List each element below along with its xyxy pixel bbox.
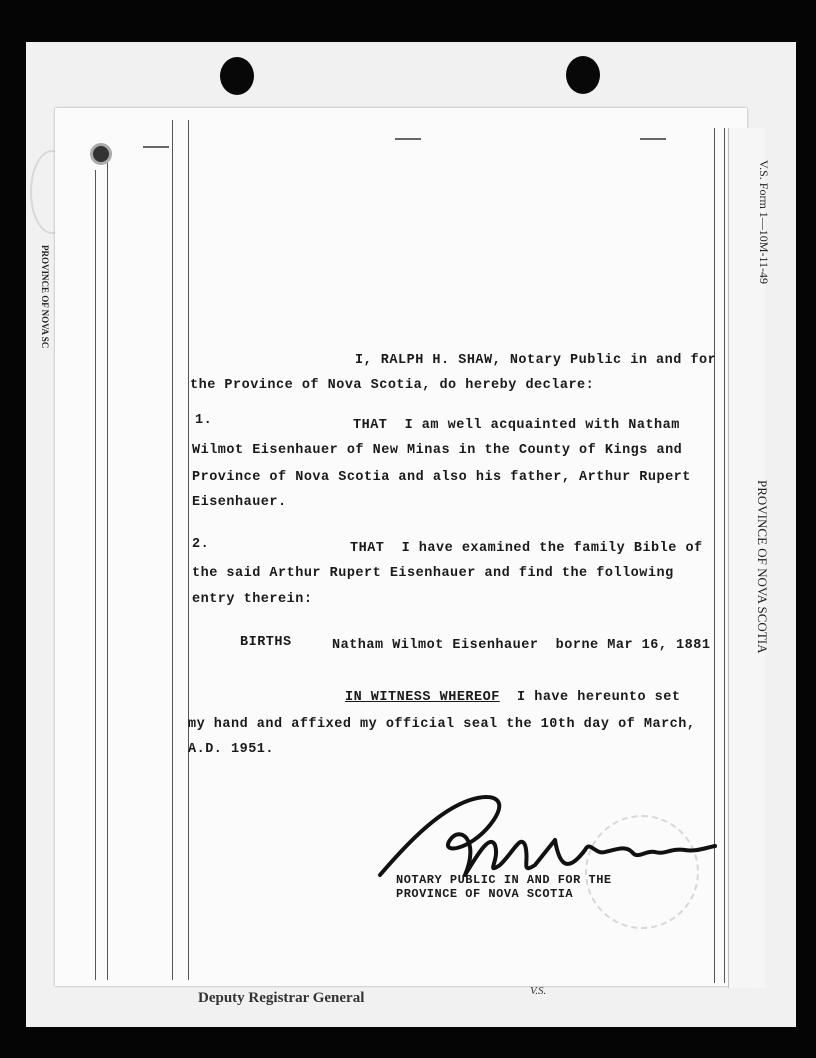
staple	[640, 138, 666, 140]
margin-rule	[724, 128, 725, 983]
staple	[395, 138, 421, 140]
item-text: Province of Nova Scotia and also his father, Arthur Rupert	[192, 470, 691, 485]
intro-line: the Province of Nova Scotia, do hereby declare:	[190, 378, 595, 393]
deputy-registrar-label: Deputy Registrar General	[198, 990, 365, 1006]
witness-text: I have hereunto set	[499, 690, 681, 705]
item-text: Wilmot Eisenhauer of New Minas in the County of Kings and	[192, 443, 683, 458]
margin-rule	[107, 150, 108, 980]
entry-value: Natham Wilmot Eisenhauer borne Mar 16, 1881	[332, 638, 711, 653]
margin-rule	[95, 170, 96, 980]
witness-heading: IN WITNESS WHEREOF	[345, 690, 500, 705]
form-number: V.S. Form 1—10M-11-49	[757, 160, 771, 285]
witness-line: my hand and affixed my official seal the 10th day of March,	[188, 717, 696, 732]
notary-title-line: NOTARY PUBLIC IN AND FOR THE	[396, 873, 612, 887]
item-number: 2.	[192, 537, 210, 552]
witness-line: A.D. 1951.	[188, 742, 275, 757]
item-text: Eisenhauer.	[192, 495, 287, 510]
margin-rule	[172, 120, 173, 980]
item-text: THAT I have examined the family Bible of	[350, 541, 703, 556]
entry-label: BIRTHS	[240, 635, 292, 650]
item-text: THAT I am well acquainted with Natham	[353, 418, 680, 433]
punch-hole-left	[220, 57, 254, 95]
left-edge-label: PROVINCE OF NOVA SC	[40, 245, 50, 349]
handwritten-note: V.S.	[530, 985, 547, 997]
item-text: the said Arthur Rupert Eisenhauer and find the following	[192, 566, 674, 581]
intro-line: I, RALPH H. SHAW, Notary Public in and for	[355, 353, 717, 368]
staple	[143, 146, 169, 148]
province-label: PROVINCE OF NOVA SCOTIA	[755, 480, 770, 654]
witness-line	[345, 690, 680, 705]
item-text: entry therein:	[192, 592, 313, 607]
grommet	[90, 143, 112, 165]
punch-hole-right	[566, 56, 600, 94]
notary-title-line: PROVINCE OF NOVA SCOTIA	[396, 887, 574, 901]
item-number: 1.	[195, 413, 213, 428]
margin-rule	[188, 120, 189, 980]
